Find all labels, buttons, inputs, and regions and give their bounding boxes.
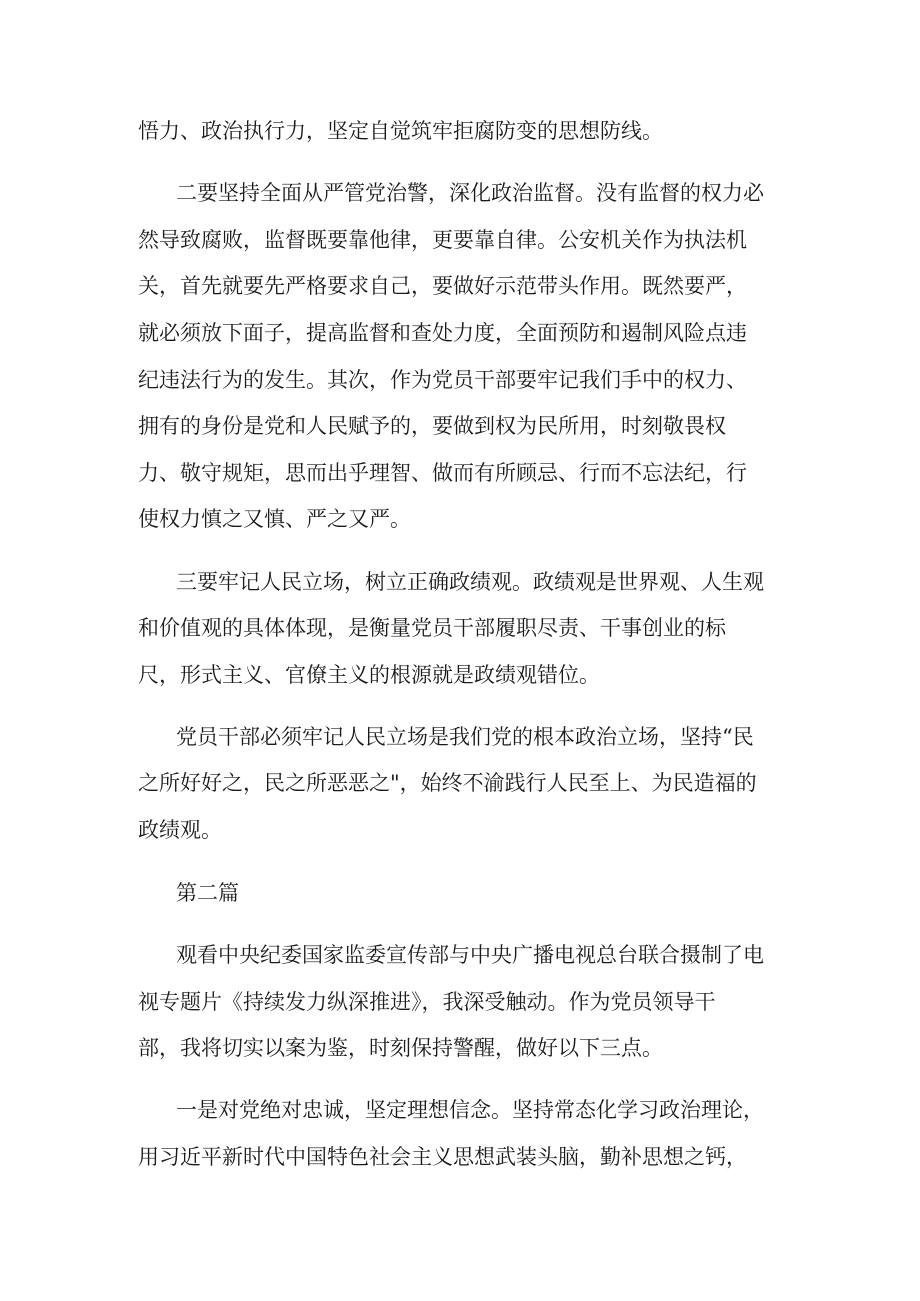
text-line: 视专题片《持续发力纵深推进》，我深受触动。作为党员领导干 — [138, 990, 716, 1014]
text-line: 和价值观的具体体现，是衡量党员干部履职尽责、干事创业的标 — [138, 616, 726, 640]
text-line: 用习近平新时代中国特色社会主义思想武装头脑，勤补思想之钙， — [138, 1145, 747, 1169]
text-line: 力、敬守规矩，思而出乎理智、做而有所顾忌、行而不忘法纪，行 — [138, 461, 747, 485]
text-line: 之所好好之，民之所恶恶之"，始终不渝践行人民至上、为民造福的 — [138, 771, 757, 795]
text-line: 然导致腐败，监督既要靠他律，更要靠自律。公安机关作为执法机 — [138, 228, 747, 252]
text-line: 使权力慎之又慎、严之又严。 — [138, 507, 411, 531]
text-line: 关，首先就要先严格要求自己，要做好示范带头作用。既然要严， — [138, 274, 747, 298]
text-line: 悟力、政治执行力，坚定自觉筑牢拒腐防变的思想防线。 — [138, 119, 663, 143]
paragraph-first-line: 党员干部必须牢记人民立场是我们党的根本政治立场，坚持“民 — [176, 725, 754, 749]
paragraph-first-line: 三要牢记人民立场，树立正确政绩观。政绩观是世界观、人生观 — [176, 570, 764, 594]
text-line: 就必须放下面子，提高监督和查处力度，全面预防和遏制风险点违 — [138, 321, 747, 345]
section-heading: 第二篇 — [176, 881, 239, 905]
text-line: 部，我将切实以案为鉴，时刻保持警醒，做好以下三点。 — [138, 1036, 663, 1060]
text-line: 尺，形式主义、官僚主义的根源就是政绩观错位。 — [138, 663, 600, 687]
text-line: 拥有的身份是党和人民赋予的，要做到权为民所用，时刻敬畏权 — [138, 414, 726, 438]
paragraph-first-line: 观看中央纪委国家监委宣传部与中央广播电视总台联合摄制了电 — [176, 943, 764, 967]
text-line: 政绩观。 — [138, 818, 222, 842]
text-line: 纪违法行为的发生。其次，作为党员干部要牢记我们手中的权力、 — [138, 368, 747, 392]
paragraph-first-line: 一是对党绝对忠诚，坚定理想信念。坚持常态化学习政治理论， — [176, 1098, 764, 1122]
paragraph-first-line: 二要坚持全面从严管党治警，深化政治监督。没有监督的权力必 — [176, 181, 764, 205]
